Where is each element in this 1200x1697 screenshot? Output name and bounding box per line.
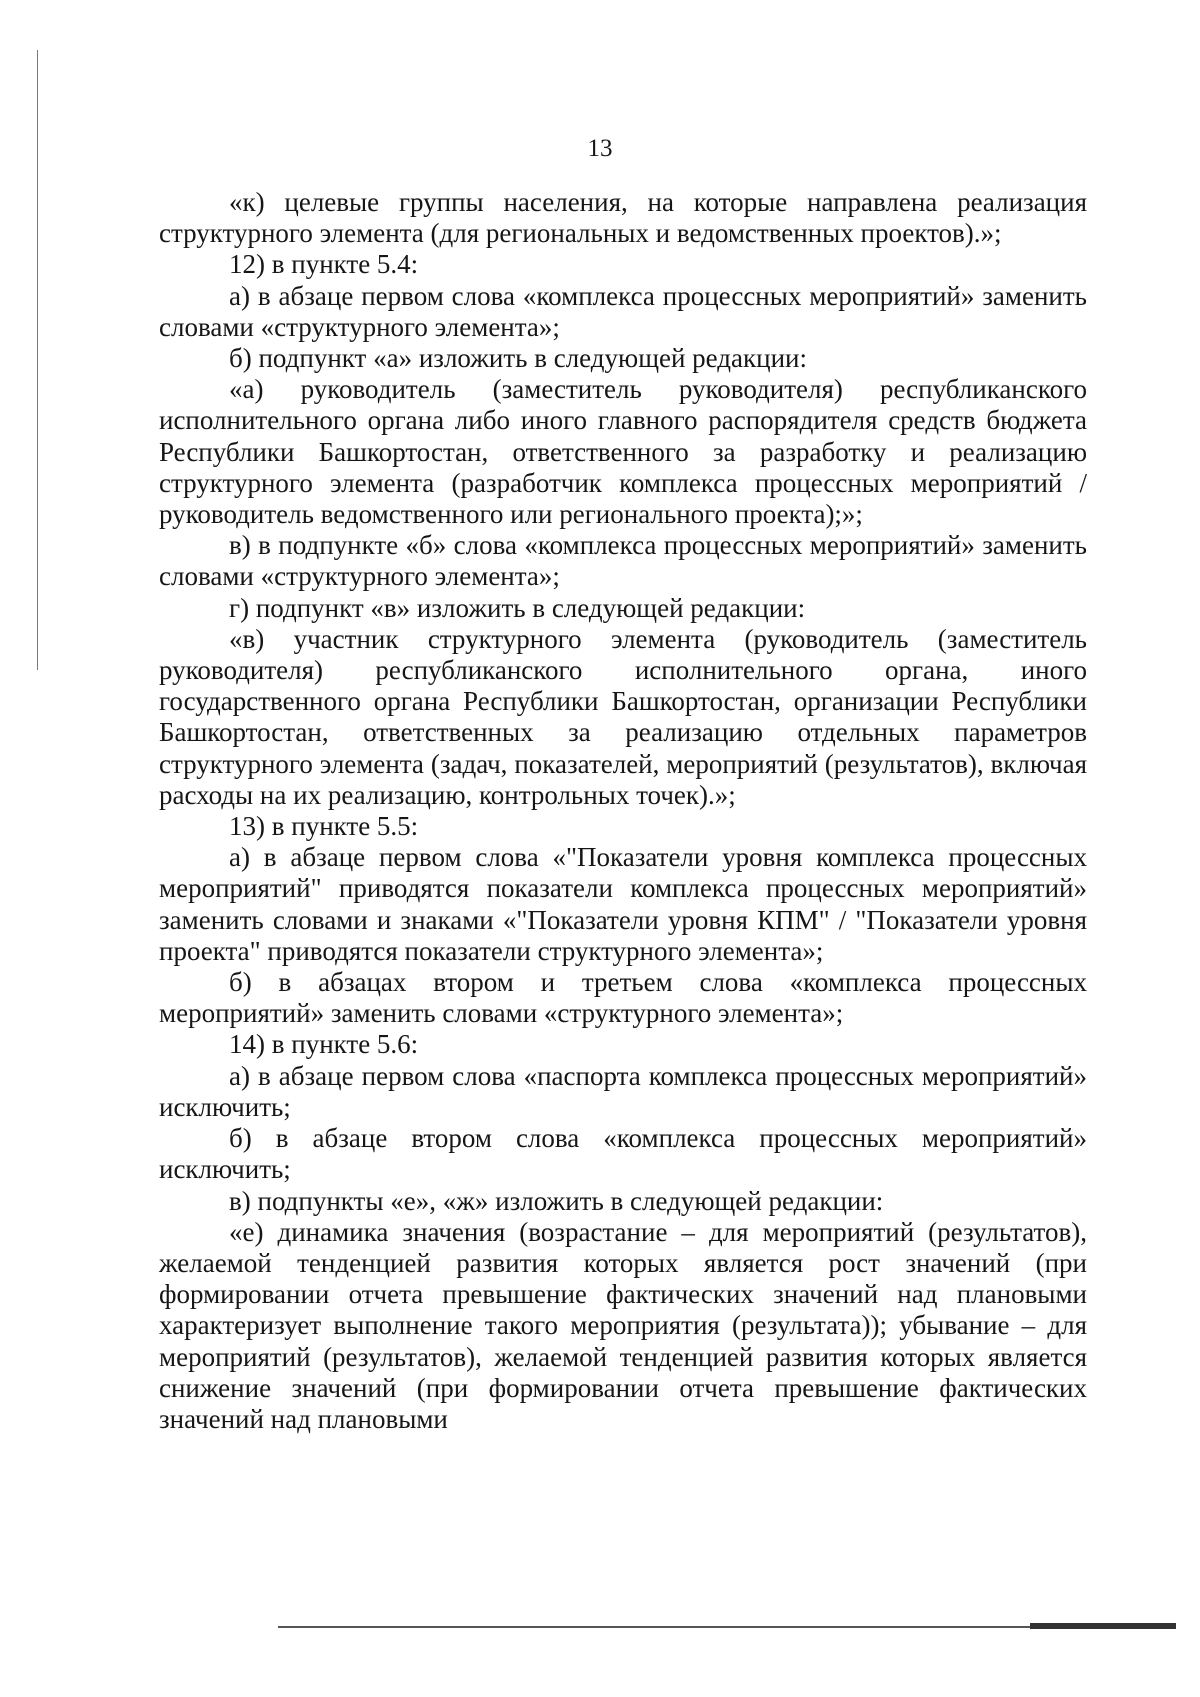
paragraph-14a: а) в абзаце первом слова «паспорта комплекса процессных мероприятий» исключить; bbox=[159, 1060, 1087, 1122]
paragraph-12b-quote: «а) руководитель (заместитель руководителя) республиканского исполнительного органа либо иного главного распорядителя средств бюджета Республики Башкортостан, ответственного за разработку и реализацию структурного элемента (разработчик комплекса процессных мероприятий / руководитель ведомственного или регионального проекта);»; bbox=[159, 374, 1087, 530]
scan-bottom-edge-shadow bbox=[1030, 1623, 1176, 1629]
paragraph-item-12: 12) в пункте 5.4: bbox=[229, 249, 419, 280]
paragraph-item-14: 14) в пункте 5.6: bbox=[229, 1029, 419, 1060]
paragraph-12v: в) в подпункте «б» слова «комплекса процессных мероприятий» заменить словами «структурного элемента»; bbox=[159, 530, 1087, 592]
paragraph-12g-quote: «в) участник структурного элемента (руководитель (заместитель руководителя) республиканского исполнительного органа, иного государственного органа Республики Башкортостан, организации Республики Башкортостан, ответственных за реализацию отдельных параметров структурного элемента (задач, показателей, мероприятий (результатов), включая расходы на их реализацию, контрольных точек).»; bbox=[159, 623, 1087, 810]
paragraph-k-target-groups: «к) целевые группы населения, на которые направлена реализация структурного элемента (для региональных и ведомственных проектов).»; bbox=[159, 187, 1087, 249]
paragraph-12g: г) подпункт «в» изложить в следующей редакции: bbox=[229, 592, 806, 623]
paragraph-12b: б) подпункт «а» изложить в следующей редакции: bbox=[229, 343, 807, 374]
paragraph-14v: в) подпункты «е», «ж» изложить в следующей редакции: bbox=[229, 1185, 884, 1216]
document-body bbox=[159, 187, 1087, 1435]
paragraph-item-13: 13) в пункте 5.5: bbox=[229, 811, 419, 842]
paragraph-14v-quote: «е) динамика значения (возрастание – для мероприятий (результатов), желаемой тенденцией развития которых является рост значений (при формировании отчета превышение фактических значений над плановыми характеризует выполнение такого мероприятия (результата)); убывание – для мероприятий (результатов), желаемой тенденцией развития которых является снижение значений (при формировании отчета превышение фактических значений над плановыми bbox=[159, 1216, 1087, 1434]
page-number: 13 bbox=[587, 135, 613, 162]
paragraph-13b: б) в абзацах втором и третьем слова «комплекса процессных мероприятий» заменить словами «структурного элемента»; bbox=[159, 967, 1087, 1029]
paragraph-12a: а) в абзаце первом слова «комплекса процессных мероприятий» заменить словами «структурного элемента»; bbox=[159, 280, 1087, 342]
paragraph-14b: б) в абзаце втором слова «комплекса процессных мероприятий» исключить; bbox=[159, 1123, 1087, 1185]
paragraph-13a: а) в абзаце первом слова «"Показатели уровня комплекса процессных мероприятий" приводятся показатели комплекса процессных мероприятий» заменить словами и знаками «"Показатели уровня КПМ" / "Показатели уровня проекта" приводятся показатели структурного элемента»; bbox=[159, 842, 1087, 966]
